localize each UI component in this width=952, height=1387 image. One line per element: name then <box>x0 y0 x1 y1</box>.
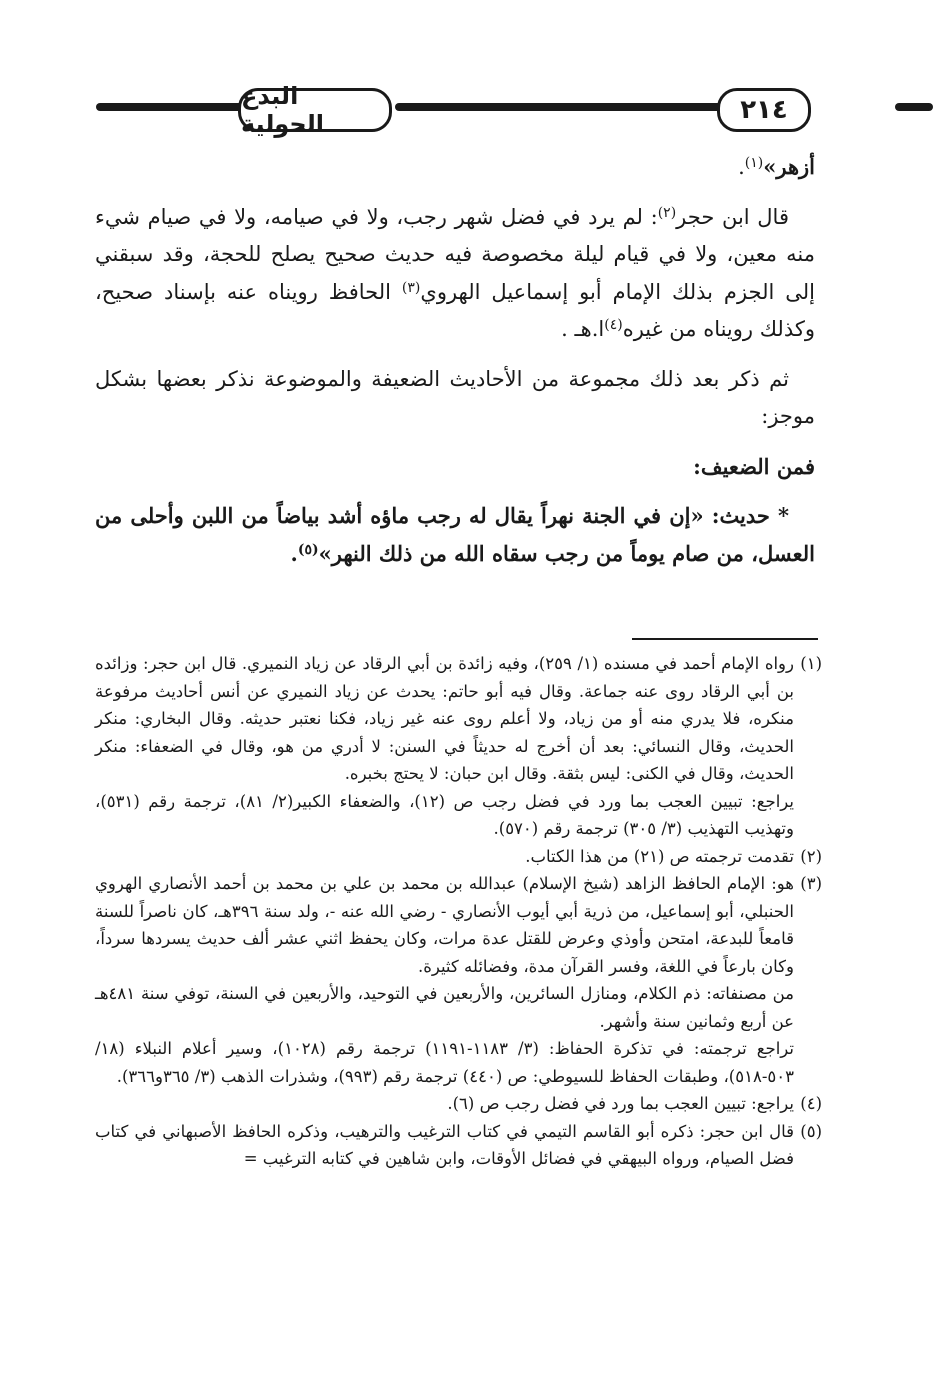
text-fragment: : لم يرد في فضل شهر رجب، ولا في صيامه، ولا في صيام شيء منه معين، ولا في قيام ليلة مخصوصة فيه حديث صحيح يصلح للحجة، وقد سبقني إلى الجزم بذلك الإمام أبو إسماعيل الهروي <box>95 204 816 304</box>
page-number: ٢١٤ <box>717 88 811 132</box>
footnote-3-works: من مصنفاته: ذم الكلام، ومنازل السائرين، والأربعين في التوحيد، والأربعين في السنة، توفي سنة ٤٨١هـ عن أربع وثمانين سنة وأشهر. <box>95 984 794 1031</box>
footnote-ref: (٥) <box>297 541 319 558</box>
header-rule-left <box>96 103 244 111</box>
footnote-text: تقدمت ترجمته ص (٢١) من هذا الكتاب. <box>525 846 794 866</box>
footnotes <box>95 650 822 1173</box>
header-rule-right <box>895 103 933 111</box>
section-heading: فمن الضعيف: <box>693 453 815 479</box>
main-text <box>95 148 815 572</box>
footnote-1-references: يراجع: تبيين العجب بما ورد في فضل رجب ص (١٢)، والضعفاء الكبير(٢/ ٨١)، ترجمة رقم (٥٣١)، وتهذيب التهذيب (٣/ ٣٠٥) ترجمة رقم (٥٧٠). <box>95 791 794 838</box>
footnote-3-references: تراجع ترجمته: في تذكرة الحفاظ: (٣/ ١١٨٣-١١٩١) ترجمة رقم (١٠٢٨)، وسير أعلام النبلاء (١٨/ ٥٠٣-٥١٨)، وطبقات الحفاظ للسيوطي: ص (٤٤٠) ترجمة رقم (٩٩٣)، وشذرات الذهب (٣/ ٣٦٥و٣٦٦). <box>95 1039 794 1086</box>
footnote-ref: (٣) <box>401 279 421 296</box>
footnote-5 <box>95 1118 822 1173</box>
text-fragment: أزهر» <box>763 154 815 179</box>
page-header <box>90 78 862 138</box>
footnote-ref: (٢) <box>657 204 677 221</box>
footnote-1 <box>95 650 822 788</box>
paragraph-intro: ثم ذكر بعد ذلك مجموعة من الأحاديث الضعيفة والموضوعة نذكر بعضها بشكل موجز: <box>95 366 815 428</box>
footnote-4 <box>95 1090 822 1118</box>
footnote-text: يراجع: تبيين العجب بما ورد في فضل رجب ص (٦). <box>447 1094 794 1113</box>
footnote-text: قال ابن حجر: ذكره أبو القاسم التيمي في كتاب الترغيب والترهيب، وذكره الحافظ الأصبهاني في كتاب فضل الصيام، ورواه البيهقي في فضائل الأوقات، وابن شاهين في كتابه الترغيب = <box>95 1121 794 1168</box>
footnote-number: (٤) <box>800 1094 822 1113</box>
paragraph-ibn-hajar <box>95 199 815 349</box>
text-fragment: الحافظ رويناه عنه بإسناد صحيح، وكذلك رويناه من غيره <box>95 279 815 341</box>
footnote-3 <box>95 870 822 980</box>
footnote-text: هو: الإمام الحافظ الزاهد (شيخ الإسلام) عبدالله بن محمد بن علي بن محمد بن أحمد الأنصاري الهروي الحنبلي، أبو إسماعيل، من ذرية أبي أيوب الأنصاري - رضي الله عنه -، ولد سنة ٣٩٦هـ، كان ناصراً للسنة قامعاً للبدعة، امتحن وأوذي وعرض للقتل عدة مرات، وكان يحفظ اثني عشر ألف حديث يسردها سرداً، وكان بارعاً في اللغة، وفسر القرآن مدة، وفضائله كثيرة. <box>95 874 794 976</box>
running-title: البدع الحولية <box>238 88 392 132</box>
text-fragment: * حديث: «إن في الجنة نهراً يقال له رجب ماؤه أشد بياضاً من اللبن وأحلى من العسل، من صام يوماً من رجب سقاه الله من ذلك النهر» <box>95 503 815 566</box>
text-fragment: قال ابن حجر <box>676 204 789 229</box>
footnote-number: (٥) <box>800 1121 822 1141</box>
footnote-number: (١) <box>800 654 822 673</box>
text-fragment: ا.هـ . <box>561 317 605 341</box>
footnote-text: رواه الإمام أحمد في مسنده (١/ ٢٥٩)، وفيه زائدة بن أبي الرقاد عن زياد النميري. قال ابن حجر: وزائده بن أبي الرقاد روى عنه جماعة. وقال فيه أبو حاتم: يحدث عن زياد النميري عن أنس أحاديث مرفوعة منكره، فلا يدري منه أو من زياد، ولا أعلم روى عنه غير زياد، فكنا نعتبر حديثه. وقال البخاري: منكر الحديث، وقال النسائي: بعد أن أخرج له حديثاً في السنن: لا أدري من هو، وقال في الضعفاء: منكر الحديث، وقال في الكنى: ليس بثقة. وقال ابن حبان: لا يحتج بخبره. <box>95 654 794 783</box>
footnote-ref: (١) <box>744 155 764 171</box>
hadith-paragraph: * حديث: «إن في الجنة نهراً يقال له رجب ماؤه أشد بياضاً من اللبن وأحلى من العسل، من صام يوماً من رجب سقاه الله من ذلك النهر»$^{(٥)}$. <box>95 503 815 566</box>
footnote-separator <box>632 638 818 640</box>
footnote-ref: (٤) <box>604 317 623 333</box>
footnote-2 <box>95 843 822 871</box>
footnote-number: (٣) <box>800 874 822 893</box>
paragraph-continuation: أزهر»$^{(١)}$. <box>738 154 815 179</box>
footnote-number: (٢) <box>800 846 822 866</box>
